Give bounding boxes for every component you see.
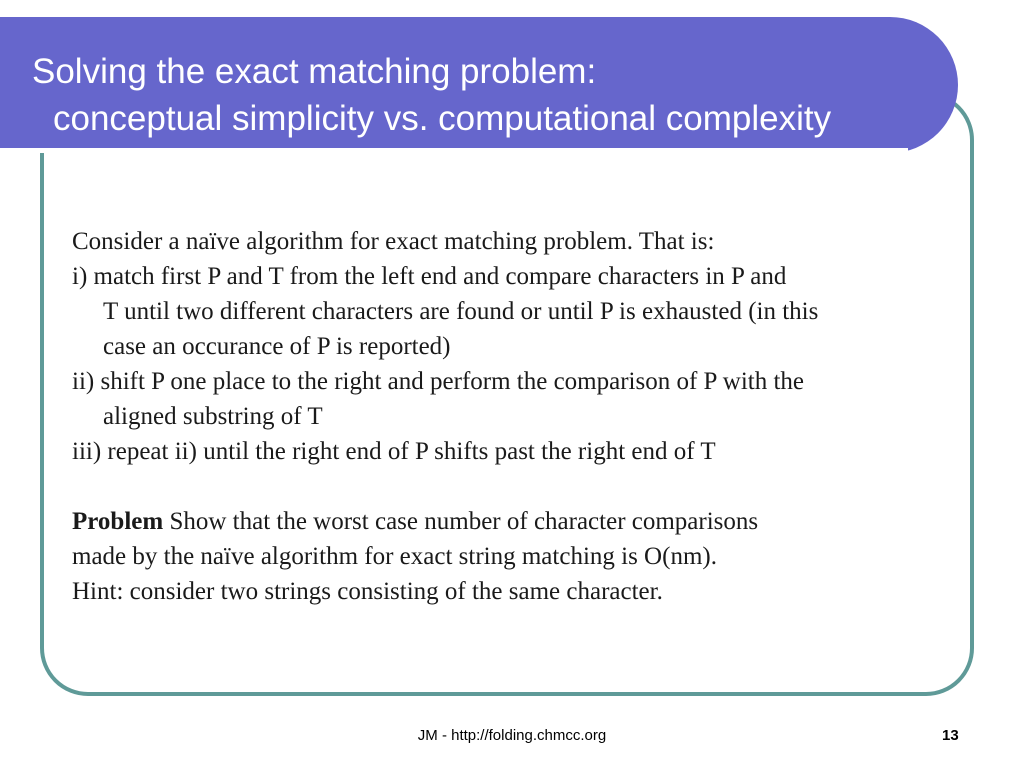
intro-text: Consider a naïve algorithm for exact matching problem. That is: <box>72 228 715 255</box>
slide-body <box>72 224 972 609</box>
problem-line-1 <box>72 504 972 539</box>
page-number: 13 <box>942 727 959 744</box>
problem-line-2: made by the naïve algorithm for exact string matching is O(nm). <box>72 543 717 570</box>
hint-text: Hint: consider two strings consisting of the same character. <box>72 578 663 605</box>
slide-subtitle: conceptual simplicity vs. computational complexity <box>53 99 832 138</box>
problem-text-1: Show that the worst case number of character comparisons <box>163 508 759 535</box>
step-i-line-3: case an occurance of P is reported) <box>103 333 451 360</box>
title-underline <box>0 148 908 153</box>
problem-label: Problem <box>72 508 164 535</box>
paragraph-gap <box>72 469 972 504</box>
step-ii-line-2: aligned substring of T <box>103 403 323 430</box>
step-i-line-2: T until two different characters are found or until P is exhausted (in this <box>103 298 819 325</box>
step-ii-line-1: ii) shift P one place to the right and perform the comparison of P with the <box>72 368 805 395</box>
slide-title: Solving the exact matching problem: <box>32 52 597 91</box>
step-i-line-1: i) match first P and T from the left end and compare characters in P and <box>72 263 787 290</box>
title-bar <box>0 17 958 153</box>
footer-text: JM - http://folding.chmcc.org <box>417 727 607 744</box>
step-iii-line: iii) repeat ii) until the right end of P shifts past the right end of T <box>72 438 716 465</box>
